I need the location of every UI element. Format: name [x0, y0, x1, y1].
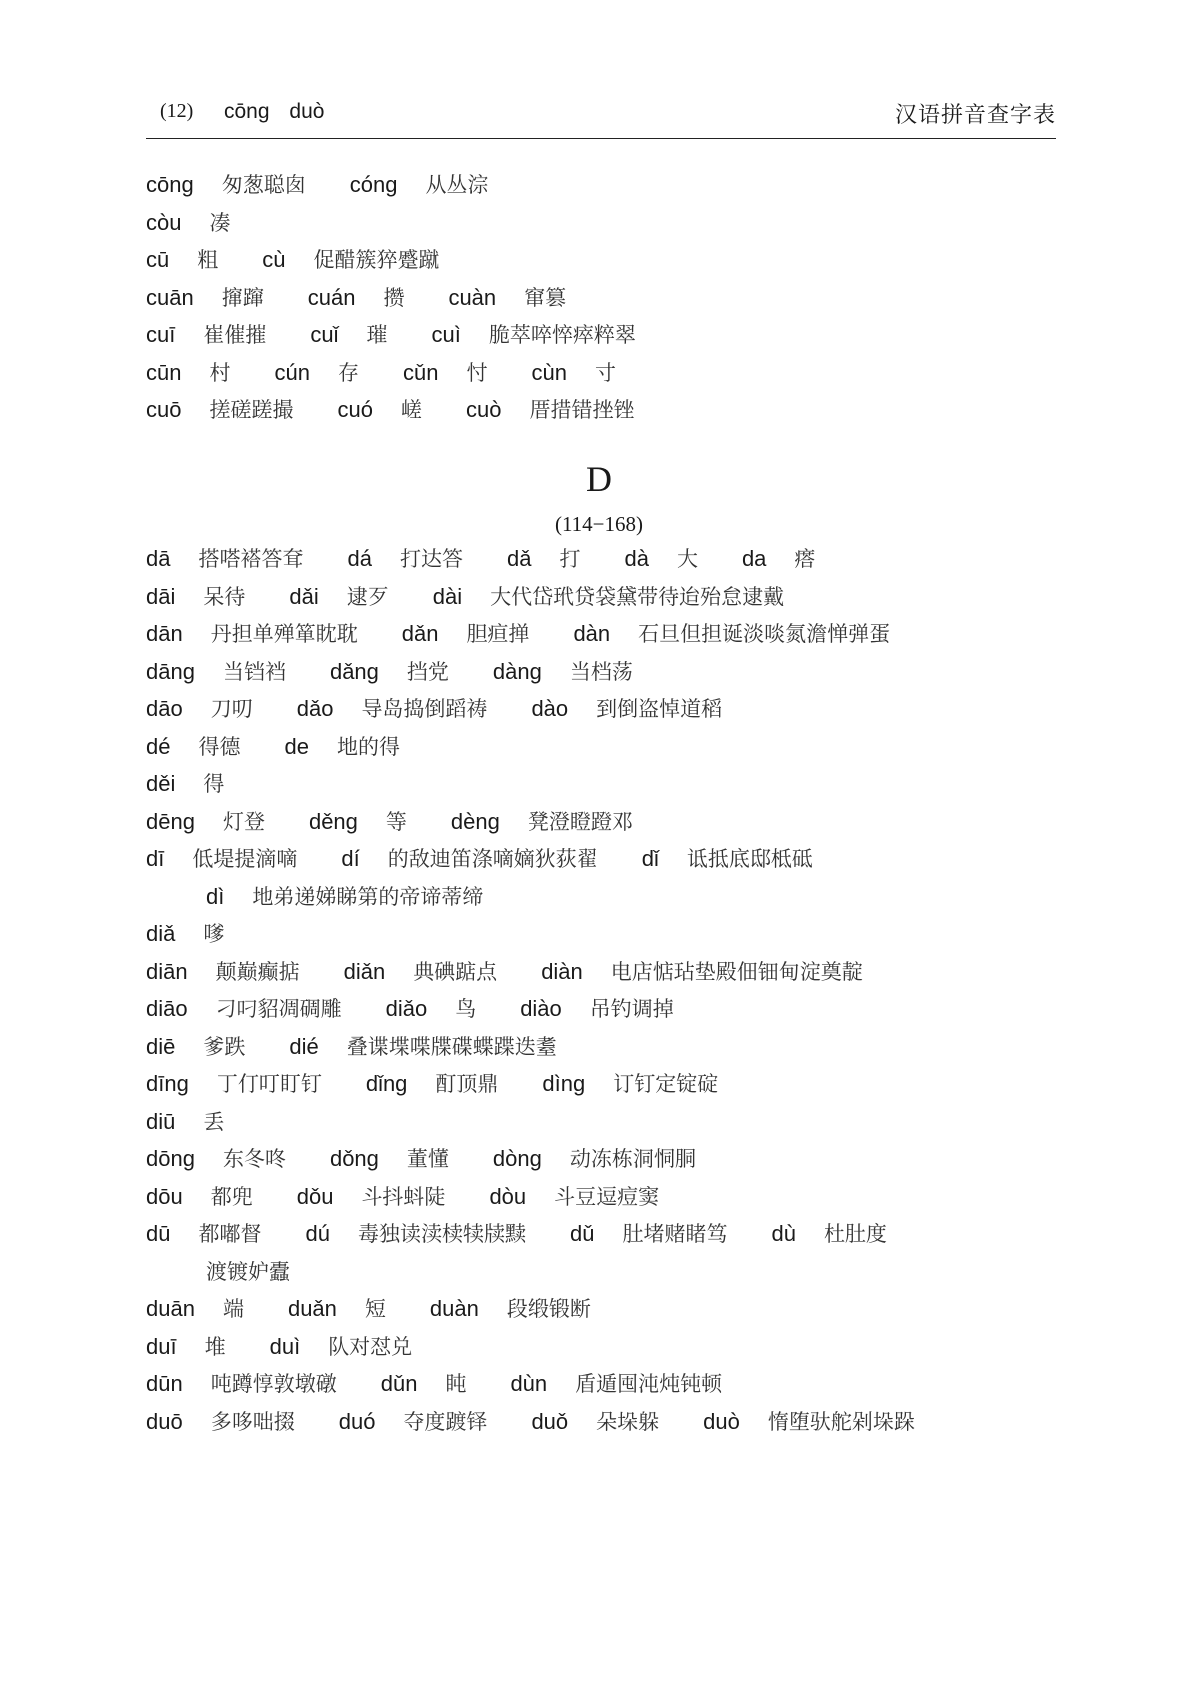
pinyin-group	[146, 1103, 224, 1142]
pinyin-group	[341, 840, 597, 879]
pinyin-group	[146, 840, 297, 879]
pinyin-group	[146, 1403, 295, 1442]
pinyin-syllable: dīng	[146, 1071, 189, 1096]
hanzi-characters: 丁仃叮盯钉	[216, 1072, 322, 1096]
pinyin-group	[146, 578, 245, 617]
pinyin-syllable: dài	[432, 583, 463, 609]
pinyin-group	[206, 878, 483, 917]
pinyin-group	[448, 279, 566, 318]
entry-row	[146, 1403, 1086, 1441]
hanzi-characters: 存	[337, 360, 359, 385]
hanzi-characters: 到倒盗悼道稻	[596, 697, 723, 721]
pinyin-group	[289, 1028, 556, 1067]
pinyin-syllable: dǒng	[329, 1146, 379, 1171]
pinyin-syllable: còu	[146, 209, 182, 235]
pinyin-syllable: dǐ	[641, 846, 659, 871]
hanzi-characters: 惰堕驮舵剁垛跺	[767, 1409, 915, 1434]
pinyin-group	[310, 316, 387, 355]
pinyin-group	[531, 354, 615, 393]
pinyin-group	[288, 1290, 386, 1329]
hanzi-characters: 叠谍堞喋牒碟蝶蹀迭耋	[346, 1034, 557, 1059]
hanzi-characters: 盹	[445, 1372, 467, 1396]
hanzi-characters: 瘩	[794, 547, 816, 571]
hanzi-characters: 酊顶鼎	[435, 1072, 499, 1096]
pinyin-group	[489, 1178, 659, 1217]
pinyin-group	[402, 615, 530, 654]
hanzi-characters: 当铛裆	[222, 659, 286, 684]
pinyin-group	[146, 1215, 261, 1254]
entry-row	[146, 690, 1086, 728]
pinyin-syllable: dūn	[146, 1371, 183, 1396]
pinyin-group	[466, 391, 634, 430]
hanzi-characters: 等	[385, 809, 407, 834]
pinyin-group	[146, 1178, 253, 1217]
hanzi-characters: 队对怼兑	[328, 1334, 413, 1359]
hanzi-characters: 忖	[466, 360, 488, 385]
hanzi-characters: 端	[222, 1297, 244, 1321]
pinyin-group	[366, 1065, 499, 1104]
pinyin-group	[146, 1328, 226, 1367]
pinyin-syllable: dàn	[573, 621, 611, 646]
pinyin-syllable: cùn	[531, 359, 567, 385]
hanzi-characters: 都嘟督	[198, 1222, 262, 1246]
hanzi-characters: 当档荡	[569, 659, 633, 684]
pinyin-syllable: dìng	[542, 1071, 586, 1096]
pinyin-syllable: cǔn	[402, 359, 439, 385]
entry-row	[146, 653, 1086, 691]
pinyin-syllable: diē	[146, 1033, 176, 1059]
pinyin-syllable: dàng	[492, 658, 542, 684]
hanzi-characters: 匆葱聪囱	[221, 173, 306, 197]
entry-row	[146, 578, 1086, 616]
pinyin-group	[520, 990, 674, 1029]
hanzi-characters: 段缎锻断	[506, 1297, 591, 1321]
pinyin-group	[146, 615, 358, 654]
hanzi-characters: 诋抵底邸柢砥	[686, 847, 813, 871]
hanzi-characters: 鸟	[455, 997, 477, 1021]
pinyin-group	[146, 953, 300, 992]
pinyin-syllable: duǒ	[531, 1408, 569, 1434]
pinyin-syllable: dié	[289, 1033, 319, 1059]
hanzi-characters: 寸	[594, 360, 616, 385]
pinyin-syllable: duàn	[429, 1296, 479, 1321]
pinyin-group	[451, 803, 633, 842]
pinyin-group	[146, 354, 230, 393]
page-number: (12)	[160, 100, 194, 122]
pinyin-group	[146, 1290, 244, 1329]
pinyin-syllable: cuán	[307, 284, 356, 310]
entry-row	[146, 1253, 1086, 1291]
pinyin-syllable: dùn	[510, 1371, 548, 1396]
hanzi-characters: 打	[559, 547, 581, 571]
hanzi-characters: 搓磋蹉撮	[209, 398, 294, 422]
hanzi-characters: 大代岱玳贷袋黛带待迨殆怠逮戴	[490, 584, 785, 609]
pinyin-group	[146, 690, 253, 729]
pinyin-syllable: diāo	[146, 996, 188, 1021]
page-header	[146, 96, 1056, 136]
pinyin-syllable: cuì	[431, 322, 461, 347]
hanzi-characters: 吨蹲惇敦墩礅	[210, 1372, 337, 1396]
hanzi-characters: 董懂	[406, 1147, 449, 1171]
entry-row	[146, 803, 1086, 841]
entry-row	[146, 1103, 1086, 1141]
pinyin-group	[433, 578, 784, 617]
hanzi-characters: 粗	[197, 248, 219, 272]
pinyin-group	[330, 1140, 449, 1179]
pinyin-syllable: cuī	[146, 322, 176, 347]
pinyin-range	[224, 100, 324, 124]
entry-row	[146, 953, 1086, 991]
pinyin-syllable: dé	[146, 733, 171, 759]
pinyin-syllable: dá	[347, 546, 372, 571]
hanzi-characters: 典碘踮点	[413, 959, 498, 984]
entry-row	[146, 1178, 1086, 1216]
pinyin-syllable: duì	[269, 1333, 301, 1359]
hanzi-characters: 杜肚度	[823, 1222, 887, 1246]
hanzi-characters: 呆待	[203, 584, 246, 609]
pinyin-group	[262, 241, 439, 280]
pinyin-group	[305, 1215, 525, 1254]
hanzi-characters: 胆疸掸	[466, 622, 530, 646]
pinyin-syllable: cún	[274, 359, 310, 385]
pinyin-syllable: cuó	[337, 397, 373, 422]
hanzi-characters: 丹担单殚箪眈耽	[210, 622, 358, 646]
pinyin-syllable: dù	[771, 1221, 796, 1246]
entry-row	[146, 1028, 1086, 1066]
hanzi-characters: 嵯	[400, 398, 422, 422]
hanzi-characters: 凳澄瞪蹬邓	[527, 809, 633, 834]
entry-row	[146, 1290, 1086, 1328]
pinyin-syllable: dāng	[146, 658, 195, 684]
pinyin-group	[146, 990, 342, 1029]
pinyin-syllable: dǎn	[401, 621, 439, 646]
pinyin-group	[146, 915, 224, 954]
pinyin-group	[381, 1365, 467, 1404]
hanzi-characters: 凑	[209, 210, 231, 235]
pinyin-syllable: dǔ	[569, 1221, 595, 1246]
entry-row	[146, 1065, 1086, 1103]
hanzi-characters: 灯登	[222, 809, 265, 834]
pinyin-syllable: diǎn	[343, 958, 386, 984]
entry-row	[146, 840, 1086, 878]
hanzi-characters: 动冻栋洞恫胴	[569, 1147, 696, 1171]
pinyin-group	[430, 1290, 591, 1329]
pinyin-group	[146, 279, 264, 318]
pinyin-syllable: de	[284, 733, 309, 759]
pinyin-syllable: da	[741, 546, 767, 571]
entry-row	[146, 1365, 1086, 1403]
pinyin-group	[531, 690, 722, 729]
hanzi-characters: 电店惦玷垫殿佃钿甸淀奠靛	[610, 959, 863, 984]
pinyin-syllable: dǎ	[506, 546, 532, 571]
hanzi-characters: 导岛捣倒蹈祷	[361, 697, 488, 721]
entry-row	[146, 279, 1086, 317]
hanzi-characters: 璀	[366, 323, 388, 347]
pinyin-group	[146, 204, 230, 243]
pinyin-syllable: děi	[146, 771, 176, 796]
pinyin-syllable: dì	[206, 883, 225, 909]
pinyin-group	[270, 1328, 413, 1367]
hanzi-characters: 盾遁囤沌炖钝顿	[575, 1372, 723, 1396]
entry-row	[146, 316, 1086, 354]
pinyin-group	[297, 1178, 446, 1217]
pinyin-group	[573, 615, 890, 654]
hanzi-characters: 撺蹿	[221, 285, 264, 310]
entry-row	[146, 990, 1086, 1028]
hanzi-characters: 村	[209, 360, 231, 385]
pinyin-syllable: diū	[146, 1108, 176, 1134]
hanzi-characters: 东冬咚	[222, 1147, 286, 1171]
hanzi-characters: 得	[203, 772, 225, 796]
hanzi-characters: 石旦但担诞淡啖氮澹惮弹蛋	[638, 622, 891, 646]
range-start: cōng	[224, 100, 270, 123]
entry-row	[146, 615, 1086, 653]
pinyin-group	[289, 578, 388, 617]
pinyin-syllable: diào	[520, 996, 562, 1021]
pinyin-syllable: cuō	[146, 397, 182, 422]
entry-row	[146, 878, 1086, 916]
hanzi-characters: 颠巅癫掂	[215, 959, 300, 984]
pinyin-syllable: duó	[338, 1408, 376, 1434]
pinyin-group	[507, 540, 580, 579]
pinyin-syllable: dī	[146, 846, 165, 871]
hanzi-characters: 低堤提滴嘀	[192, 847, 298, 871]
pinyin-syllable: dāi	[146, 583, 176, 609]
pinyin-syllable: diǎ	[146, 921, 176, 946]
hanzi-characters: 刀叨	[210, 697, 253, 721]
pinyin-group	[274, 354, 358, 393]
pinyin-syllable: dǎo	[296, 696, 334, 721]
pinyin-group	[337, 391, 421, 430]
hanzi-characters: 短	[364, 1297, 386, 1321]
entry-row	[146, 204, 1086, 242]
entry-row	[146, 166, 1086, 204]
pinyin-syllable: diǎo	[385, 996, 428, 1021]
pinyin-syllable: cuàn	[448, 284, 497, 310]
pinyin-syllable: dà	[624, 546, 649, 571]
pinyin-group	[493, 653, 633, 692]
hanzi-characters: 朵垛躲	[596, 1409, 660, 1434]
hanzi-characters: 夺度踱铎	[403, 1409, 488, 1434]
entry-row	[146, 540, 1086, 578]
pinyin-group	[309, 803, 407, 842]
pinyin-group	[403, 354, 487, 393]
pinyin-syllable: cōng	[146, 172, 194, 197]
hanzi-characters: 爹跌	[203, 1034, 246, 1059]
pinyin-group	[771, 1215, 886, 1254]
book-title: 汉语拼音查字表	[894, 103, 1056, 128]
hanzi-characters: 搭嗒褡答耷	[198, 547, 304, 571]
pinyin-group	[742, 540, 815, 579]
hanzi-characters: 毒独读渎椟犊牍黩	[357, 1222, 526, 1246]
pinyin-group	[330, 653, 449, 692]
pinyin-group	[703, 1403, 915, 1442]
range-end: duò	[289, 100, 325, 123]
pinyin-syllable: dū	[146, 1221, 171, 1246]
pinyin-syllable: dòu	[489, 1183, 527, 1209]
hanzi-characters: 得德	[198, 734, 241, 759]
hanzi-characters: 攒	[383, 285, 405, 310]
pinyin-group	[570, 1215, 727, 1254]
entry-row	[146, 1140, 1086, 1178]
pinyin-syllable: dǎi	[289, 583, 319, 609]
pinyin-group	[146, 540, 303, 579]
hanzi-characters: 从丛淙	[425, 173, 489, 197]
hanzi-characters: 崔催摧	[203, 323, 267, 347]
pinyin-group	[146, 728, 240, 767]
hanzi-characters: 多哆咄掇	[210, 1409, 295, 1434]
pinyin-syllable: duī	[146, 1333, 177, 1359]
hanzi-characters: 打达答	[399, 547, 463, 571]
pinyin-syllable: děng	[308, 808, 358, 834]
pinyin-group	[339, 1403, 488, 1442]
pinyin-group	[146, 803, 265, 842]
pinyin-syllable: dāo	[146, 696, 183, 721]
hanzi-characters: 窜篡	[524, 285, 567, 310]
c-entries-list	[146, 166, 1086, 429]
pinyin-group	[531, 1403, 659, 1442]
pinyin-syllable: dào	[531, 696, 569, 721]
hanzi-characters: 吊钓调掉	[589, 997, 674, 1021]
pinyin-syllable: duǎn	[287, 1296, 337, 1321]
entry-row	[146, 728, 1086, 766]
hanzi-characters: 肚堵赌睹笃	[622, 1222, 728, 1246]
pinyin-group	[146, 316, 266, 355]
entry-row	[146, 391, 1086, 429]
pinyin-syllable: dǎng	[329, 658, 379, 684]
pinyin-group	[146, 166, 306, 205]
entry-row	[146, 1215, 1086, 1253]
pinyin-syllable: dí	[341, 846, 360, 871]
pinyin-group	[146, 1365, 337, 1404]
pinyin-group	[510, 1365, 722, 1404]
hanzi-characters: 丢	[203, 1109, 225, 1134]
pinyin-syllable: duō	[146, 1408, 183, 1434]
hanzi-characters: 斗抖蚪陡	[361, 1184, 446, 1209]
hanzi-characters: 逮歹	[346, 584, 389, 609]
pinyin-syllable: diàn	[541, 958, 583, 984]
pinyin-syllable: duān	[146, 1296, 195, 1321]
hanzi-characters: 促醋簇猝蹙蹴	[313, 248, 440, 272]
pinyin-group	[624, 540, 697, 579]
hanzi-characters: 嗲	[203, 922, 225, 946]
pinyin-group	[431, 316, 635, 355]
pinyin-syllable: dòng	[492, 1146, 542, 1171]
hanzi-characters: 刁叼貂凋碉雕	[215, 997, 342, 1021]
entry-row	[146, 1328, 1086, 1366]
pinyin-syllable: cuān	[146, 284, 194, 310]
hanzi-characters: 地的得	[336, 734, 400, 759]
pinyin-syllable: cóng	[349, 172, 398, 197]
pinyin-syllable: cuò	[465, 397, 502, 422]
hanzi-characters: 挡党	[406, 659, 449, 684]
pinyin-group	[542, 1065, 718, 1104]
pinyin-syllable: dān	[146, 621, 183, 646]
pinyin-group	[386, 990, 477, 1029]
section-page-range: (114−168)	[554, 512, 644, 536]
pinyin-group	[308, 279, 405, 318]
pinyin-group	[206, 1253, 290, 1292]
pinyin-group	[146, 1065, 322, 1104]
entry-row	[146, 915, 1086, 953]
entry-row	[146, 765, 1086, 803]
hanzi-characters: 大	[676, 547, 698, 571]
pinyin-syllable: dǒu	[296, 1183, 334, 1209]
pinyin-group	[146, 1140, 286, 1179]
hanzi-characters: 订钉定锭碇	[613, 1072, 719, 1096]
pinyin-syllable: dōng	[146, 1146, 195, 1171]
pinyin-group	[350, 166, 489, 205]
entry-row	[146, 241, 1086, 279]
hanzi-characters: 厝措错挫锉	[529, 398, 635, 422]
pinyin-group	[493, 1140, 696, 1179]
hanzi-characters: 地弟递娣睇第的帝谛蒂缔	[252, 884, 484, 909]
hanzi-characters: 渡镀妒蠹	[206, 1259, 290, 1284]
pinyin-group	[146, 391, 293, 430]
pinyin-group	[284, 728, 399, 767]
pinyin-syllable: dǔn	[380, 1371, 418, 1396]
pinyin-syllable: duò	[703, 1408, 740, 1434]
pinyin-group	[146, 765, 224, 804]
pinyin-group	[541, 953, 863, 992]
pinyin-group	[146, 1028, 245, 1067]
header-rule	[146, 138, 1056, 139]
pinyin-syllable: cù	[262, 247, 286, 272]
pinyin-group	[146, 241, 218, 280]
hanzi-characters: 的敌迪笛涤嘀嫡狄荻翟	[387, 847, 598, 871]
pinyin-group	[642, 840, 813, 879]
hanzi-characters: 堆	[204, 1334, 226, 1359]
pinyin-group	[146, 653, 286, 692]
pinyin-syllable: cuǐ	[310, 322, 339, 347]
pinyin-group	[344, 953, 498, 992]
hanzi-characters: 斗豆逗痘窦	[554, 1184, 660, 1209]
pinyin-group	[347, 540, 462, 579]
hanzi-characters: 脆萃啐悴瘁粹翠	[488, 323, 636, 347]
pinyin-syllable: dǐng	[365, 1071, 408, 1096]
pinyin-group	[297, 690, 488, 729]
pinyin-syllable: dā	[146, 546, 171, 571]
section-letter: D	[586, 459, 612, 499]
pinyin-syllable: dú	[305, 1221, 330, 1246]
pinyin-syllable: dēng	[146, 808, 195, 834]
pinyin-syllable: cūn	[146, 359, 182, 385]
pinyin-syllable: dèng	[450, 808, 500, 834]
hanzi-characters: 都兜	[210, 1184, 253, 1209]
pinyin-syllable: dōu	[146, 1183, 183, 1209]
d-entries-list	[146, 540, 1086, 1440]
pinyin-syllable: diān	[146, 958, 188, 984]
entry-row	[146, 354, 1086, 392]
pinyin-syllable: cū	[146, 247, 170, 272]
